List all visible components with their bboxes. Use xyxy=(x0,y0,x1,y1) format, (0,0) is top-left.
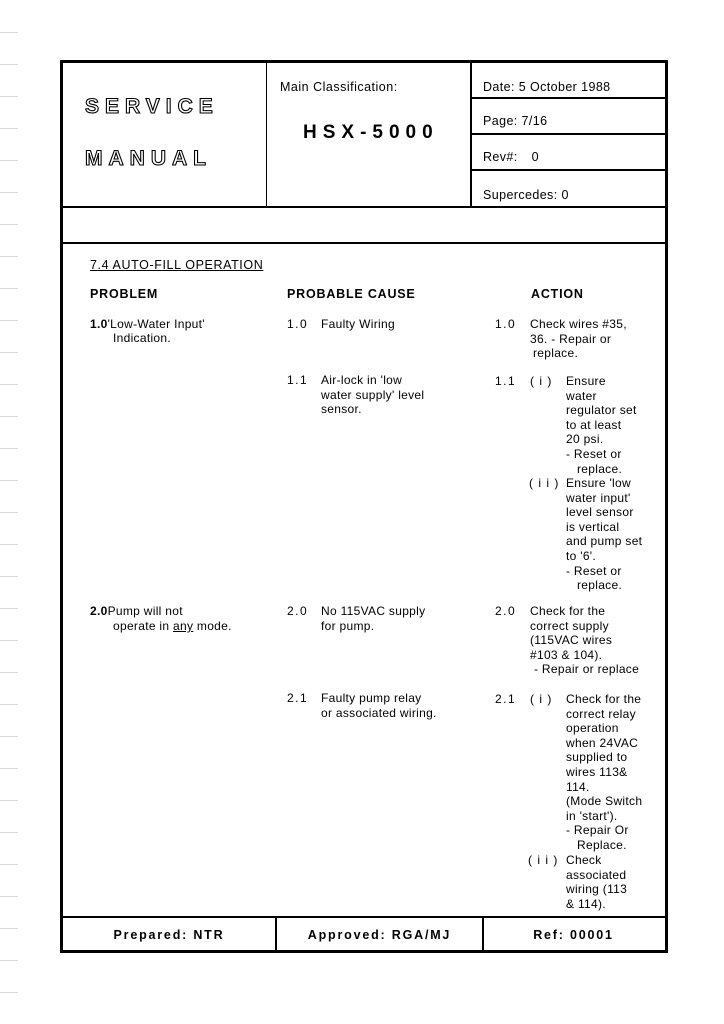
service-title: SERVICE xyxy=(85,95,219,118)
date-field: Date: 5 October 1988 xyxy=(471,63,665,99)
action-1-1-ii-marker: ( i i ) xyxy=(529,476,560,490)
action-line: is vertical xyxy=(566,519,620,534)
prepared-field: Prepared: NTR xyxy=(113,928,225,942)
action-line: Ensure xyxy=(566,374,606,388)
action-line: supplied to xyxy=(566,750,628,765)
action-line: to at least xyxy=(566,417,622,432)
rev-label: Rev#: xyxy=(483,150,518,164)
action-line: water input' xyxy=(566,490,631,505)
cause-1-0-text: Faulty Wiring xyxy=(321,317,395,331)
action-line: Check for the xyxy=(530,604,606,618)
problem-2-text: Pump will not xyxy=(107,604,183,618)
service-manual-sheet xyxy=(60,60,668,953)
cause-line: or associated wiring. xyxy=(321,705,437,720)
problem-2-line2 xyxy=(113,619,232,634)
cause-2-0-number: 2.0 xyxy=(287,604,309,618)
action-2-1-number: 2.1 xyxy=(495,692,517,706)
action-line: level sensor xyxy=(566,505,634,520)
cause-line: No 115VAC supply xyxy=(321,604,426,618)
action-line: 114. xyxy=(566,779,590,794)
action-1-1-i-text xyxy=(566,374,637,476)
ref-field: Ref: 00001 xyxy=(533,928,614,942)
cause-1-1-number: 1.1 xyxy=(287,373,309,387)
cause-1-0-number: 1.0 xyxy=(287,317,309,331)
action-line: (Mode Switch xyxy=(566,794,643,809)
problem-1-number: 1.0 xyxy=(90,317,108,331)
header-block xyxy=(63,63,665,208)
action-line: Check xyxy=(566,853,602,867)
classification-cell xyxy=(266,63,472,206)
action-1-1-number: 1.1 xyxy=(495,374,517,388)
cause-2-1-number: 2.1 xyxy=(287,691,309,705)
action-2-0-text xyxy=(530,604,639,677)
action-line: replace. xyxy=(577,461,623,476)
cause-1-1-line: sensor. xyxy=(321,402,362,417)
action-2-1-i-marker: ( i ) xyxy=(530,692,553,706)
cause-line: Faulty pump relay xyxy=(321,691,422,705)
action-line: in 'start'). xyxy=(566,808,618,823)
cause-2-1-text xyxy=(321,691,437,720)
action-line: - Repair Or xyxy=(566,823,629,838)
action-line: & 114). xyxy=(566,896,606,911)
problem-1-line1 xyxy=(90,317,205,332)
action-line: Ensure 'low xyxy=(566,476,631,490)
action-1-0-line: 36. - Repair or xyxy=(530,331,612,346)
action-line: - Repair or replace xyxy=(534,662,640,677)
rev-value: 0 xyxy=(531,150,540,164)
action-line: associated xyxy=(566,867,627,882)
blank-band xyxy=(63,206,665,244)
meta-cell xyxy=(471,63,665,206)
problem-column-header: PROBLEM xyxy=(90,287,159,301)
problem-2-text-c: mode. xyxy=(193,619,232,633)
rev-field xyxy=(471,135,665,171)
action-line: - Reset or xyxy=(566,563,622,578)
problem-2-text-emphasis: any xyxy=(173,619,194,633)
action-line: Replace. xyxy=(577,837,627,852)
page-field: Page: 7/16 xyxy=(471,99,665,135)
cause-column-header: PROBABLE CAUSE xyxy=(287,287,416,301)
main-classification-label: Main Classification: xyxy=(280,80,398,94)
action-1-0-number: 1.0 xyxy=(495,317,517,331)
action-line: Check for the xyxy=(566,692,642,706)
action-1-1-i-marker: ( i ) xyxy=(530,374,553,388)
action-line: wiring (113 xyxy=(566,882,628,897)
action-1-0-line: Check wires #35, xyxy=(530,317,627,331)
manual-title: MANUAL xyxy=(85,147,212,170)
action-column-header: ACTION xyxy=(531,287,584,301)
cause-1-1-line: water supply' level xyxy=(321,387,425,402)
approved-field: Approved: RGA/MJ xyxy=(275,918,484,952)
cause-line: for pump. xyxy=(321,618,375,633)
cause-1-1-line: Air-lock in 'low xyxy=(321,373,403,387)
action-1-0-text xyxy=(530,317,627,361)
problem-2-number: 2.0 xyxy=(90,604,108,618)
action-line: regulator set xyxy=(566,403,637,418)
action-2-1-ii-text xyxy=(566,853,627,911)
action-line: water xyxy=(566,388,597,403)
footer-block xyxy=(63,916,665,952)
cause-1-1-text xyxy=(321,373,424,417)
problem-1-text: 'Low-Water Input' xyxy=(107,317,205,331)
action-2-0-number: 2.0 xyxy=(495,604,517,618)
action-line: wires 113& xyxy=(566,764,628,779)
action-1-0-line: replace. xyxy=(533,346,579,361)
binding-edge-marks xyxy=(0,0,24,1024)
supercedes-field: Supercedes: 0 xyxy=(483,188,569,202)
section-title: 7.4 AUTO-FILL OPERATION xyxy=(90,258,264,272)
action-line: 20 psi. xyxy=(566,432,604,447)
action-line: correct relay xyxy=(566,706,636,721)
action-line: replace. xyxy=(577,578,623,593)
action-line: - Reset or xyxy=(566,446,622,461)
action-2-1-ii-marker: ( i i ) xyxy=(528,853,559,867)
action-1-1-ii-text xyxy=(566,476,642,593)
title-cell xyxy=(63,63,266,206)
problem-1-line2: Indication. xyxy=(113,331,172,345)
action-line: when 24VAC xyxy=(566,735,639,750)
action-2-1-i-text xyxy=(566,692,642,853)
action-line: to '6'. xyxy=(566,548,597,563)
action-line: #103 & 104). xyxy=(530,647,603,662)
problem-2-line1 xyxy=(90,604,183,619)
cause-2-0-text xyxy=(321,604,425,633)
action-line: correct supply xyxy=(530,618,609,633)
action-line: operation xyxy=(566,721,619,736)
problem-2-text-a: operate in xyxy=(113,619,174,633)
action-line: (115VAC wires xyxy=(530,633,613,648)
main-classification-value: HSX-5000 xyxy=(303,122,439,143)
action-line: and pump set xyxy=(566,534,643,549)
